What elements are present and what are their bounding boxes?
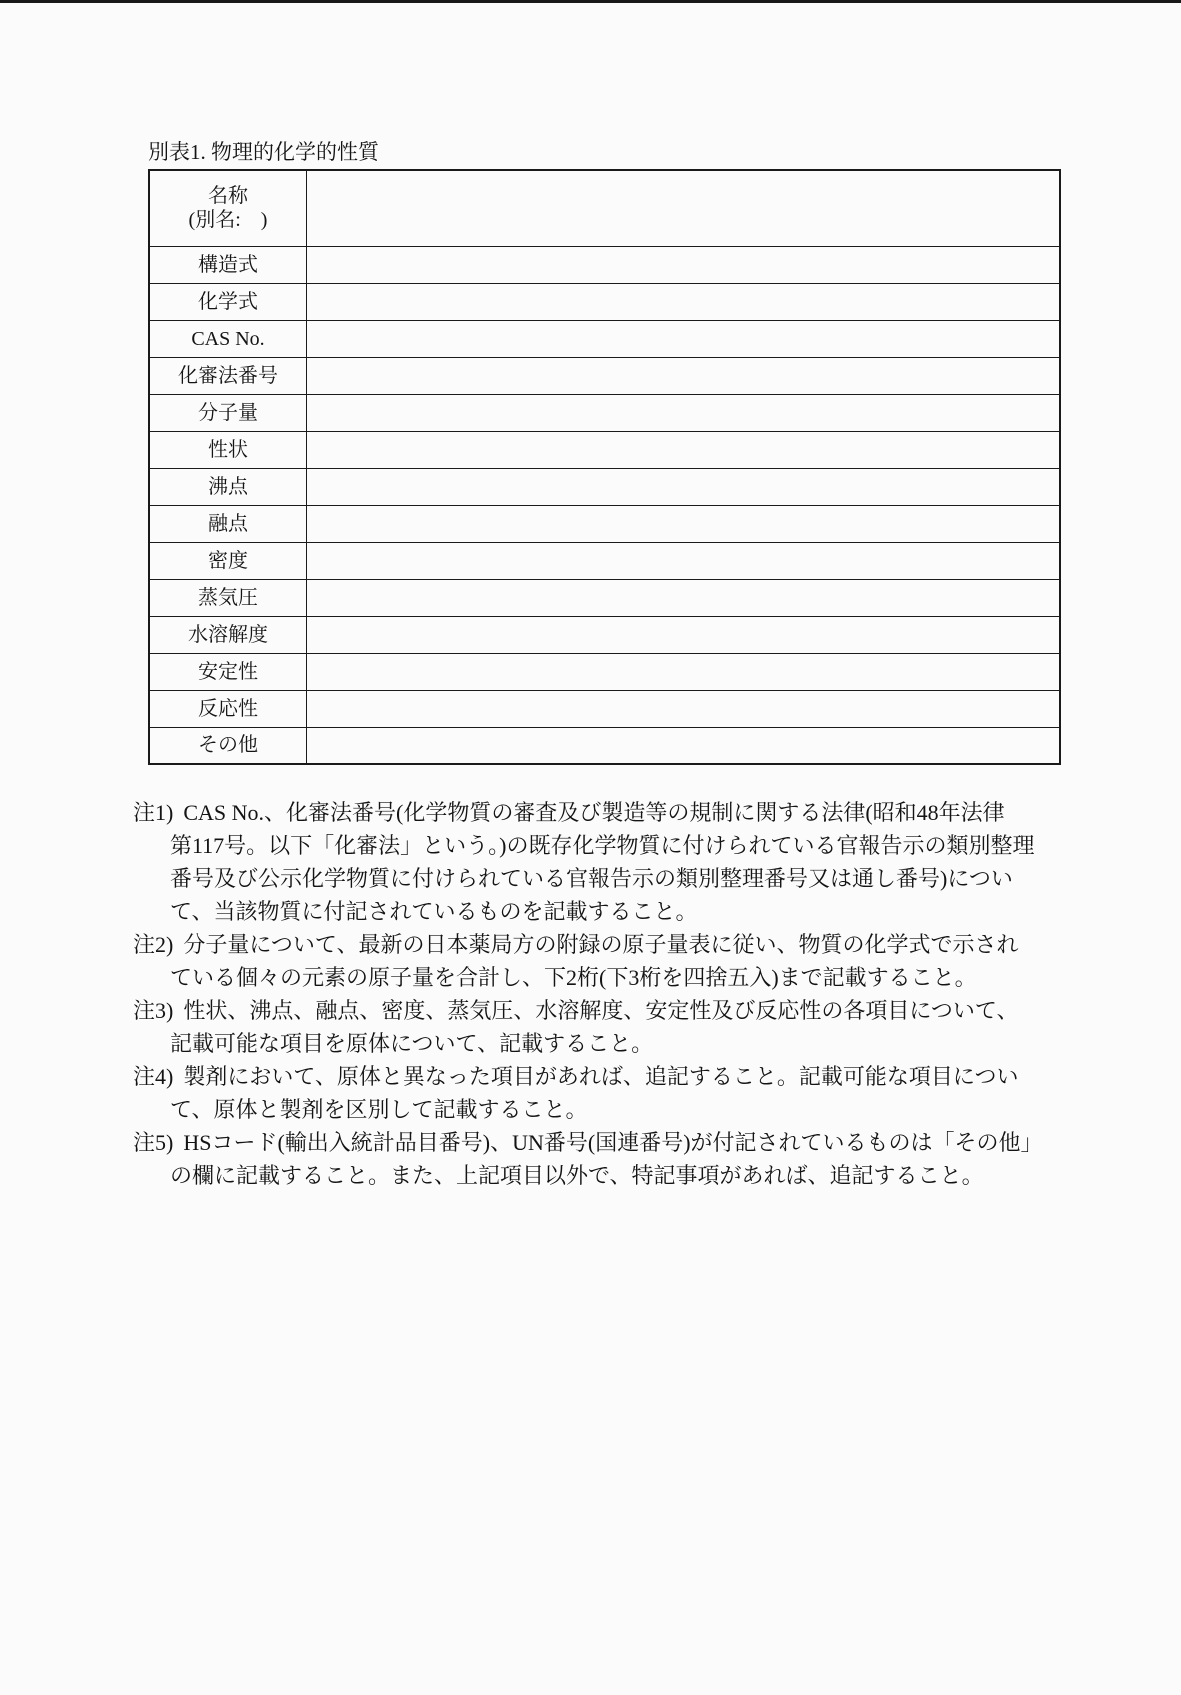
table-row-reactivity bbox=[149, 690, 1060, 727]
note-line bbox=[133, 796, 1133, 829]
table-row-stability bbox=[149, 653, 1060, 690]
row-label-cell bbox=[149, 505, 307, 542]
physical-chemical-properties-table bbox=[148, 169, 1061, 765]
note-text: 分子量について、最新の日本薬局方の附録の原子量表に従い、物質の化学式で示され bbox=[183, 932, 1019, 957]
note-3 bbox=[133, 994, 1133, 1060]
note-text: 性状、沸点、融点、密度、蒸気圧、水溶解度、安定性及び反応性の各項目について、 bbox=[183, 998, 1019, 1023]
table-row-cas-no bbox=[149, 320, 1060, 357]
row-label-cell bbox=[149, 653, 307, 690]
page-top-edge bbox=[0, 0, 1181, 3]
row-value-cell bbox=[307, 357, 1061, 394]
row-value-cell bbox=[307, 170, 1061, 246]
note-line: 記載可能な項目を原体について、記載すること。 bbox=[170, 1031, 654, 1056]
row-label: 分子量 bbox=[198, 401, 258, 424]
note-text: CAS No.、化審法番号(化学物質の審査及び製造等の規制に関する法律(昭和48年法律 bbox=[183, 800, 1005, 825]
row-value-cell bbox=[307, 431, 1061, 468]
note-line bbox=[133, 994, 1133, 1027]
row-label: 水溶解度 bbox=[188, 623, 268, 646]
row-value-cell bbox=[307, 246, 1061, 283]
note-text: 製剤において、原体と異なった項目があれば、追記すること。記載可能な項目につい bbox=[183, 1064, 1019, 1089]
row-label-alias: (別名: ) bbox=[188, 209, 268, 232]
row-label: 名称 bbox=[208, 185, 248, 208]
row-value-cell bbox=[307, 505, 1061, 542]
row-label: 反応性 bbox=[198, 697, 258, 720]
table-row-structural-formula bbox=[149, 246, 1060, 283]
row-label: 沸点 bbox=[208, 475, 248, 498]
page-title: 別表1. 物理的化学的性質 bbox=[148, 140, 379, 164]
row-label: 化学式 bbox=[198, 290, 258, 313]
note-line: 第117号。以下「化審法」という。)の既存化学物質に付けられている官報告示の類別整理 bbox=[170, 833, 1035, 858]
table-row-kashinho-number bbox=[149, 357, 1060, 394]
note-line: 番号及び公示化学物質に付けられている官報告示の類別整理番号又は通し番号)につい bbox=[170, 866, 1013, 891]
table-row-name bbox=[149, 170, 1060, 246]
table-row-boiling-point bbox=[149, 468, 1060, 505]
row-value-cell bbox=[307, 727, 1061, 764]
table-row-vapor-pressure bbox=[149, 579, 1060, 616]
row-label-cell bbox=[149, 246, 307, 283]
note-line: て、当該物質に付記されているものを記載すること。 bbox=[170, 899, 698, 924]
table-row-appearance bbox=[149, 431, 1060, 468]
row-label-cell bbox=[149, 616, 307, 653]
note-marker: 注4) bbox=[133, 1064, 174, 1089]
note-line bbox=[133, 928, 1133, 961]
row-label-cell bbox=[149, 394, 307, 431]
row-value-cell bbox=[307, 394, 1061, 431]
table-row-melting-point bbox=[149, 505, 1060, 542]
note-line: の欄に記載すること。また、上記項目以外で、特記事項があれば、追記すること。 bbox=[170, 1163, 984, 1188]
table-row-molecular-weight bbox=[149, 394, 1060, 431]
row-label-cell bbox=[149, 170, 307, 246]
note-1 bbox=[133, 796, 1133, 928]
note-line: ている個々の元素の原子量を合計し、下2桁(下3桁を四捨五入)まで記載すること。 bbox=[170, 965, 977, 990]
row-label-cell bbox=[149, 468, 307, 505]
row-value-cell bbox=[307, 468, 1061, 505]
note-line bbox=[133, 1126, 1133, 1159]
row-value-cell bbox=[307, 320, 1061, 357]
table-row-other bbox=[149, 727, 1060, 764]
row-label: 構造式 bbox=[198, 253, 258, 276]
table-row-water-solubility bbox=[149, 616, 1060, 653]
note-text: HSコード(輸出入統計品目番号)、UN番号(国連番号)が付記されているものは「その他」 bbox=[183, 1130, 1043, 1155]
row-label-cell bbox=[149, 690, 307, 727]
row-value-cell bbox=[307, 690, 1061, 727]
row-label-cell bbox=[149, 320, 307, 357]
note-4 bbox=[133, 1060, 1133, 1126]
row-value-cell bbox=[307, 283, 1061, 320]
row-label-cell bbox=[149, 727, 307, 764]
row-label-cell bbox=[149, 542, 307, 579]
row-label: 蒸気圧 bbox=[198, 586, 258, 609]
table-row-density bbox=[149, 542, 1060, 579]
row-label: 密度 bbox=[208, 549, 248, 572]
note-marker: 注1) bbox=[133, 800, 174, 825]
notes-section bbox=[133, 796, 1133, 1192]
row-value-cell bbox=[307, 542, 1061, 579]
note-2 bbox=[133, 928, 1133, 994]
note-marker: 注5) bbox=[133, 1130, 174, 1155]
row-label-cell bbox=[149, 357, 307, 394]
row-label: CAS No. bbox=[191, 327, 265, 350]
row-value-cell bbox=[307, 653, 1061, 690]
row-value-cell bbox=[307, 616, 1061, 653]
row-label: 融点 bbox=[208, 512, 248, 535]
note-marker: 注2) bbox=[133, 932, 174, 957]
row-label: 化審法番号 bbox=[178, 364, 278, 387]
row-label: 安定性 bbox=[198, 660, 258, 683]
row-label-cell bbox=[149, 283, 307, 320]
row-label: その他 bbox=[198, 734, 258, 757]
row-label-cell bbox=[149, 431, 307, 468]
note-marker: 注3) bbox=[133, 998, 174, 1023]
table-row-chemical-formula bbox=[149, 283, 1060, 320]
note-line: て、原体と製剤を区別して記載すること。 bbox=[170, 1097, 588, 1122]
row-value-cell bbox=[307, 579, 1061, 616]
note-5 bbox=[133, 1126, 1133, 1192]
row-label-cell bbox=[149, 579, 307, 616]
note-line bbox=[133, 1060, 1133, 1093]
row-label: 性状 bbox=[208, 438, 248, 461]
